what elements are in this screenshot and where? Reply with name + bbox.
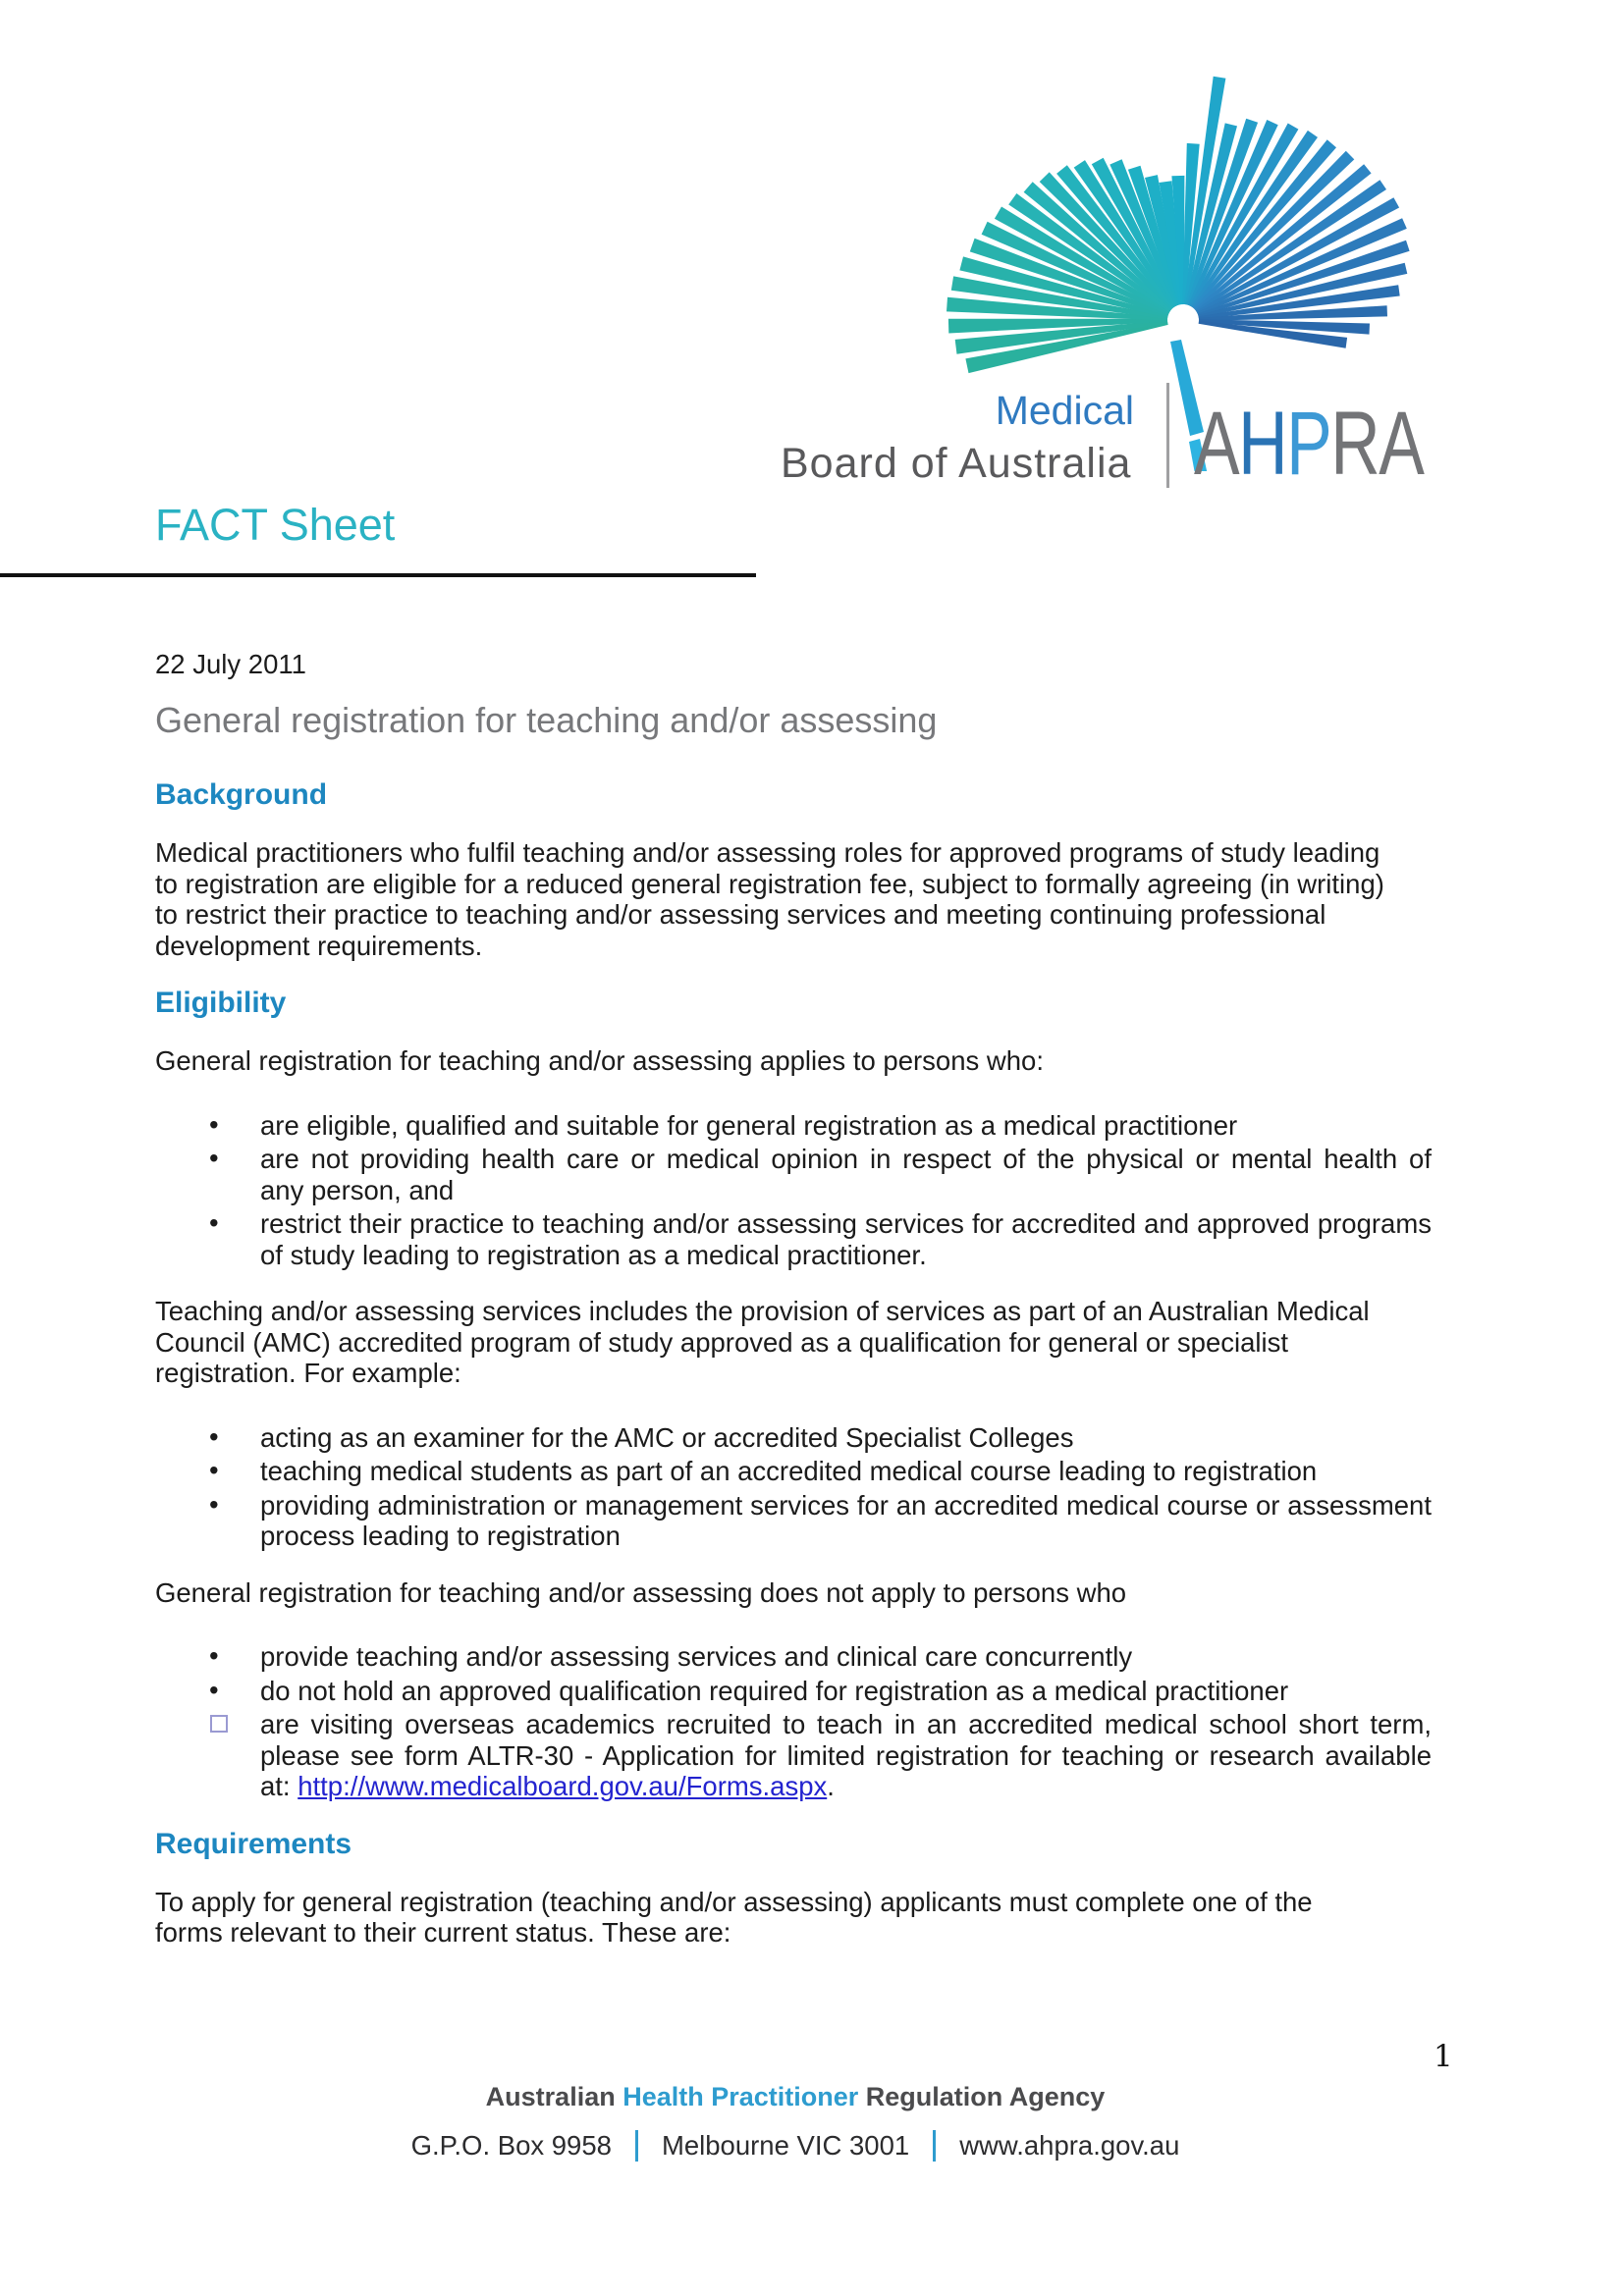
- footer-address-item: G.P.O. Box 9958: [410, 2130, 612, 2161]
- text-line: of study leading to registration as a medical practitioner.: [260, 1239, 927, 1270]
- footer-address-line: [0, 2129, 1591, 2165]
- bullet-marker: •: [209, 1207, 219, 1238]
- text-line: Medical practitioners who fulfil teaching and/or assessing roles for approved programs of study leading: [155, 837, 1380, 868]
- bullet-marker: •: [209, 1108, 219, 1140]
- text-fragment: .: [827, 1771, 835, 1801]
- bullet-list: [155, 1110, 1432, 1271]
- section-heading: Requirements: [155, 1827, 352, 1860]
- bullet-item: [155, 1208, 1432, 1270]
- bullet-item: [155, 1676, 1432, 1707]
- text-line: registration. For example:: [155, 1358, 461, 1388]
- footer-agency-fragment: Regulation Agency: [858, 2082, 1106, 2111]
- content: [155, 778, 1432, 1949]
- bullet-list: [155, 1422, 1432, 1552]
- text-line: [260, 1771, 1432, 1802]
- page-number: 1: [1434, 2039, 1453, 2074]
- document-title: General registration for teaching and/or assessing: [155, 700, 938, 740]
- logo-divider: [1166, 383, 1169, 488]
- text-line: General registration for teaching and/or assessing does not apply to persons who: [155, 1576, 1127, 1608]
- text-line: do not hold an approved qualification required for registration as a medical practitioner: [260, 1675, 1289, 1706]
- text-line: to registration are eligible for a reduced general registration fee, subject to formally agreeing (in writing): [155, 868, 1384, 899]
- section-heading: Background: [155, 778, 328, 811]
- bullet-marker: •: [209, 1674, 219, 1705]
- paragraph: [155, 1887, 1432, 1949]
- footer-agency-fragment: Health Practitioner: [622, 2082, 859, 2111]
- logo-brand-medical: Medical: [995, 388, 1134, 433]
- text-line: restrict their practice to teaching and/or assessing services for accredited and approved programs: [260, 1208, 1432, 1239]
- text-line: teaching medical students as part of an accredited medical course leading to registration: [260, 1456, 1318, 1486]
- ahpra-letter: H: [1238, 394, 1287, 494]
- bullet-item: [155, 1490, 1432, 1552]
- bullet-list: [155, 1641, 1432, 1802]
- text-line: are eligible, qualified and suitable for general registration as a medical practitioner: [260, 1109, 1238, 1141]
- text-line: acting as an examiner for the AMC or accredited Specialist Colleges: [260, 1421, 1074, 1453]
- logo-brand-board-of-australia: Board of Australia: [781, 440, 1132, 487]
- text-line: General registration for teaching and/or assessing applies to persons who:: [155, 1045, 1044, 1076]
- forms-page-link[interactable]: http://www.medicalboard.gov.au/Forms.aspx: [298, 1771, 828, 1801]
- text-line: to restrict their practice to teaching and/or assessing services and meeting continuing professional: [155, 899, 1326, 930]
- paragraph: [155, 1577, 1432, 1609]
- text-line: process leading to registration: [260, 1521, 621, 1551]
- text-line: Teaching and/or assessing services includes the provision of services as part of an Australian Medical: [155, 1296, 1370, 1326]
- bullet-marker: •: [209, 1455, 219, 1485]
- text-line: any person, and: [260, 1174, 455, 1205]
- footer-address-item: www.ahpra.gov.au: [959, 2130, 1180, 2161]
- footer-separator-bar: [635, 2130, 638, 2162]
- square-bullet-marker: [210, 1715, 228, 1733]
- bullet-marker: •: [209, 1488, 219, 1520]
- text-line: development requirements.: [155, 930, 483, 961]
- bullet-marker: •: [209, 1143, 219, 1173]
- text-line: are visiting overseas academics recruited to teach in an accredited medical school short term,: [260, 1709, 1432, 1739]
- bullet-item: [155, 1422, 1432, 1454]
- fact-sheet-kicker: FACT Sheet: [155, 500, 396, 550]
- footer-separator-bar: [933, 2130, 936, 2162]
- bullet-marker: •: [209, 1420, 219, 1452]
- paragraph: [155, 1296, 1432, 1389]
- logo-ahpra-acronym: [1194, 394, 1424, 494]
- section-heading: Eligibility: [155, 987, 287, 1019]
- paragraph: [155, 1045, 1432, 1077]
- ahpra-letter: A: [1379, 394, 1424, 494]
- bullet-item: [155, 1641, 1432, 1673]
- footer-agency-line: [0, 2081, 1591, 2112]
- footer-agency-fragment: Australian: [485, 2082, 623, 2111]
- text-line: providing administration or management services for an accredited medical course or assessment: [260, 1489, 1432, 1521]
- text-line: please see form ALTR-30 - Application for limited registration for teaching or research available: [260, 1739, 1432, 1771]
- text-fragment: at:: [260, 1771, 298, 1801]
- bullet-item: [155, 1709, 1432, 1802]
- bullet-item: [155, 1456, 1432, 1487]
- ahpra-letter: A: [1194, 394, 1239, 494]
- ahpra-letter: R: [1330, 394, 1380, 494]
- header-rule: [0, 573, 756, 577]
- document-date: 22 July 2011: [155, 649, 306, 679]
- paragraph: [155, 837, 1432, 961]
- bullet-marker: •: [209, 1640, 219, 1671]
- bullet-item: [155, 1144, 1432, 1205]
- bullet-item: [155, 1110, 1432, 1142]
- text-line: To apply for general registration (teaching and/or assessing) applicants must complete one of the: [155, 1886, 1313, 1917]
- footer-address-item: Melbourne VIC 3001: [661, 2130, 910, 2161]
- text-line: Council (AMC) accredited program of study approved as a qualification for general or specialist: [155, 1326, 1289, 1358]
- ahpra-letter: P: [1286, 394, 1331, 494]
- text-line: provide teaching and/or assessing services and clinical care concurrently: [260, 1641, 1133, 1672]
- text-line: are not providing health care or medical opinion in respect of the physical or mental health of: [260, 1144, 1432, 1174]
- text-line: forms relevant to their current status. These are:: [155, 1917, 731, 1948]
